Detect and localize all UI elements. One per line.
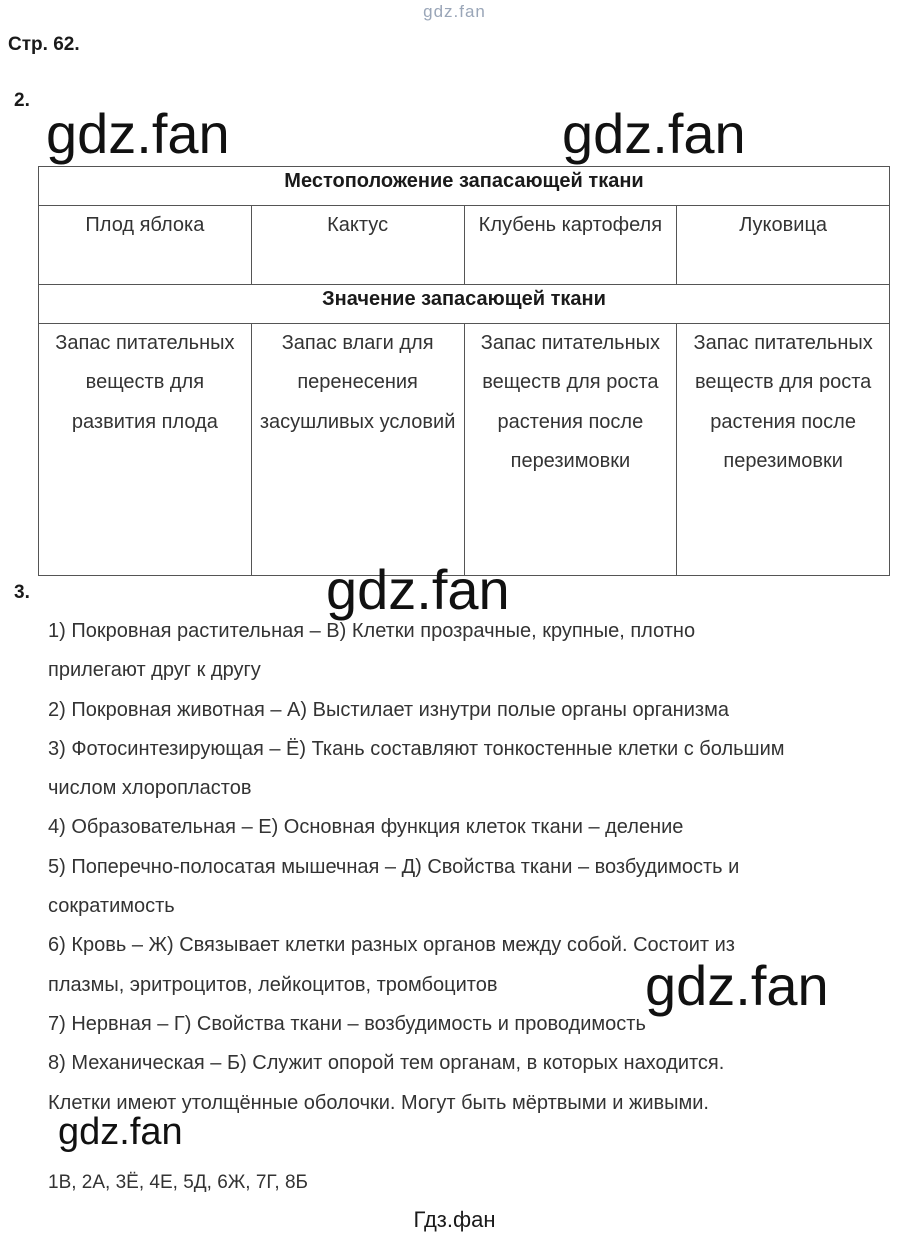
location-header: Местоположение запасающей ткани	[39, 167, 890, 206]
watermark-1: gdz.fan	[46, 102, 230, 165]
answer-line: сократимость	[48, 895, 175, 918]
answer-line: 2) Покровная животная – А) Выстилает изнутри полые органы организма	[48, 698, 729, 721]
answer-line: 5) Поперечно-полосатая мышечная – Д) Свойства ткани – возбудимость и	[48, 855, 740, 878]
value-header: Значение запасающей ткани	[39, 285, 890, 324]
answer-line: 6) Кровь – Ж) Связывает клетки разных органов между собой. Состоит из	[48, 934, 735, 957]
watermark-2: gdz.fan	[562, 102, 746, 165]
answer-line: прилегают друг к другу	[48, 659, 261, 682]
value-cell: Запас питательных веществ для роста растения после перезимовки	[464, 324, 677, 576]
page-number: Стр. 62.	[8, 34, 80, 55]
top-watermark: gdz.fan	[423, 2, 486, 21]
task-2-number: 2.	[14, 90, 30, 111]
footer-caption: Гдз.фан	[413, 1207, 496, 1232]
answer-line: числом хлоропластов	[48, 777, 252, 800]
answer-line: 1) Покровная растительная – В) Клетки прозрачные, крупные, плотно	[48, 620, 696, 642]
answer-line: 3) Фотосинтезирующая – Ё) Ткань составляют тонкостенные клетки с большим	[48, 737, 785, 760]
watermark-3: gdz.fan	[326, 558, 510, 621]
answer-line: 8) Механическая – Б) Служит опорой тем органам, в которых находится.	[48, 1052, 725, 1075]
value-cell: Запас влаги для перенесения засушливых условий	[251, 324, 464, 576]
answer-line: плазмы, эритроцитов, лейкоцитов, тромбоцитов	[48, 973, 498, 996]
watermark-5: gdz.fan	[58, 1111, 183, 1153]
answer-summary: 1В, 2А, 3Ё, 4Е, 5Д, 6Ж, 7Г, 8Б	[48, 1172, 308, 1193]
task-3-number: 3.	[14, 582, 30, 603]
answer-line: Клетки имеют утолщённые оболочки. Могут быть мёртвыми и живыми.	[48, 1091, 709, 1114]
answer-line: 4) Образовательная – Е) Основная функция клеток ткани – деление	[48, 816, 684, 839]
location-cell: Луковица	[677, 206, 890, 285]
location-cell: Кактус	[251, 206, 464, 285]
storage-tissue-table	[38, 166, 890, 576]
answer-list	[48, 612, 906, 1123]
location-cell: Клубень картофеля	[464, 206, 677, 285]
watermark-4: gdz.fan	[645, 954, 829, 1017]
location-cell: Плод яблока	[39, 206, 252, 285]
value-cell: Запас питательных веществ для роста растения после перезимовки	[677, 324, 890, 576]
answer-line: 7) Нервная – Г) Свойства ткани – возбудимость и проводимость	[48, 1012, 646, 1035]
value-cell: Запас питательных веществ для развития плода	[39, 324, 252, 576]
